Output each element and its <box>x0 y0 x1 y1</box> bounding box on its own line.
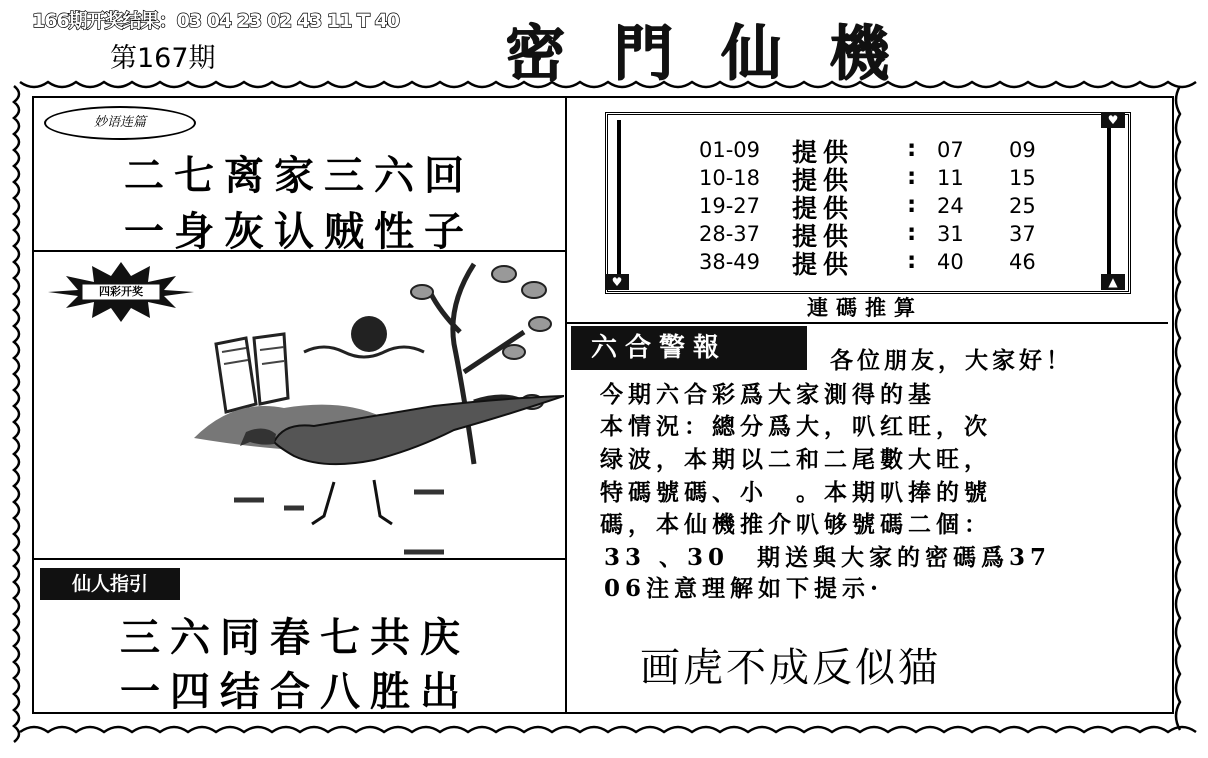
colon-mark: : <box>907 136 917 162</box>
last-draw-result: 166期开奖结果：03 04 23 02 43 11 T 40 <box>32 10 400 32</box>
range-label: 28-37 <box>699 222 761 246</box>
alert-line: 本情況：總分爲大，叭红旺，次 <box>600 413 992 440</box>
table-row <box>607 136 1036 167</box>
number-a: 24 <box>937 194 964 218</box>
number-b: 15 <box>1009 166 1036 190</box>
poem-top-line-2: 一身灰认贼性子 <box>124 208 474 255</box>
wavy-border-bottom <box>20 727 1196 732</box>
alert-line: 今期六合彩爲大家測得的基 <box>600 381 936 408</box>
poem-bottom-line-1: 三六同春七共庆 <box>120 614 470 661</box>
poem-top-line-1: 二七离家三六回 <box>124 152 474 199</box>
provide-label: 提供 <box>792 194 855 223</box>
alert-tag: 六合警報 <box>571 326 807 370</box>
colon-mark: : <box>907 164 917 190</box>
starburst-badge <box>46 262 196 322</box>
corner-arrow-icon: ▲ <box>1101 274 1125 290</box>
pheasant-illustration <box>184 252 564 558</box>
number-a: 07 <box>937 138 964 162</box>
provide-label: 提供 <box>792 250 855 279</box>
illustration-panel <box>34 252 565 560</box>
alert-line: 33 、30 期送與大家的密碼爲37 <box>604 544 1052 571</box>
table-row <box>607 248 1036 279</box>
range-label: 01-09 <box>699 138 761 162</box>
table-footer: 連碼推算 <box>807 295 923 320</box>
page-title: 密門仙機 <box>505 19 937 89</box>
table-row <box>607 164 1036 195</box>
colon-mark: : <box>907 248 917 274</box>
guide-tag: 仙人指引 <box>40 568 180 600</box>
range-label: 10-18 <box>699 166 761 190</box>
number-a: 31 <box>937 222 964 246</box>
alert-line: 绿波，本期以二和二尾數大旺， <box>600 446 992 473</box>
starburst-label: 四彩开奖 <box>99 285 143 298</box>
wavy-border-right <box>1176 86 1180 730</box>
number-b: 37 <box>1009 222 1036 246</box>
alert-line: 06注意理解如下提示· <box>604 575 884 602</box>
number-a: 11 <box>937 166 964 190</box>
provide-label: 提供 <box>792 222 855 251</box>
poem-badge <box>44 106 196 140</box>
hint-text: 画虎不成反似猫 <box>640 645 941 691</box>
poem-bottom-line-2: 一四结合八胜出 <box>120 668 470 715</box>
alert-line: 特碼號碼、小 。本期叭捧的號 <box>600 479 992 506</box>
number-rows <box>607 136 1127 286</box>
issue-number: 第167期 <box>110 43 216 74</box>
number-b: 25 <box>1009 194 1036 218</box>
provide-label: 提供 <box>792 138 855 167</box>
number-table-panel <box>567 98 1168 324</box>
provide-label: 提供 <box>792 166 855 195</box>
table-row <box>607 192 1036 223</box>
corner-heart-icon: ♥ <box>605 274 629 290</box>
alert-line: 碼，本仙機推介叭够號碼二個： <box>600 511 992 538</box>
poem-badge-label: 妙语连篇 <box>93 115 146 130</box>
alert-greeting: 各位朋友，大家好！ <box>830 347 1073 374</box>
colon-mark: : <box>907 192 917 218</box>
guide-panel <box>34 560 565 715</box>
corner-heart-icon: ♥ <box>1101 112 1125 128</box>
poem-top-panel <box>34 98 565 255</box>
number-b: 09 <box>1009 138 1036 162</box>
table-row <box>607 220 1036 251</box>
range-label: 19-27 <box>699 194 761 218</box>
number-a: 40 <box>937 250 964 274</box>
wavy-border-left <box>14 86 19 742</box>
number-b: 46 <box>1009 250 1036 274</box>
colon-mark: : <box>907 220 917 246</box>
range-label: 38-49 <box>699 250 761 274</box>
